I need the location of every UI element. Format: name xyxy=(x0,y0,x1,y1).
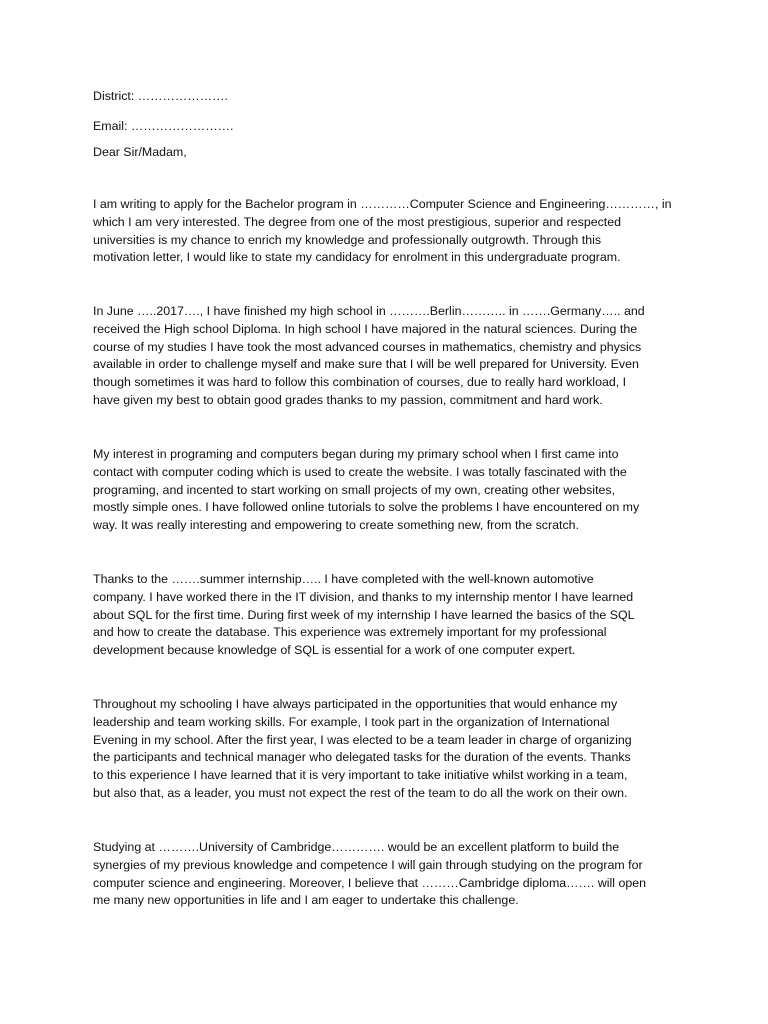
paragraph-line: leadership and team working skills. For example, I took part in the organization of International xyxy=(93,714,610,729)
paragraph-line: but also that, as a leader, you must not expect the rest of the team to do all the work on their own. xyxy=(93,785,628,800)
paragraph-line: have given my best to obtain good grades thanks to my passion, commitment and hard work. xyxy=(93,392,603,407)
paragraph-internship xyxy=(93,571,683,660)
paragraph-education xyxy=(93,303,683,410)
paragraph-line: though sometimes it was hard to follow this combination of courses, due to really hard workload, I xyxy=(93,375,627,390)
paragraph-line: contact with computer coding which is used to create the website. I was totally fascinated with the xyxy=(93,464,627,479)
paragraph-line: to this experience I have learned that it is very important to take initiative whilst working in a team, xyxy=(93,768,628,783)
paragraph-line: course of my studies I have took the most advanced courses in mathematics, chemistry and physics xyxy=(93,339,642,354)
paragraph-line: the participants and technical manager who delegated tasks for the duration of the events. Thanks xyxy=(93,750,631,765)
paragraph-leadership xyxy=(93,696,683,803)
paragraph-line: universities is my chance to enrich my knowledge and professionally outgrowth. Through this xyxy=(93,232,602,247)
paragraph-application xyxy=(93,196,683,267)
paragraph-line: which I am very interested. The degree from one of the most prestigious, superior and respected xyxy=(93,214,622,229)
paragraph-line: and how to create the database. This experience was extremely important for my professional xyxy=(93,625,607,640)
email-line: Email: ……………………. xyxy=(93,119,234,133)
paragraph-line: Studying at ……….University of Cambridge…………. would be an excellent platform to build the xyxy=(93,840,620,854)
paragraph-line: I am writing to apply for the Bachelor program in …………Computer Science and Engineering…………, in xyxy=(93,197,672,211)
paragraph-line: Thanks to the …….summer internship….. I have completed with the well-known automotive xyxy=(93,572,594,586)
paragraph-line: Throughout my schooling I have always participated in the opportunities that would enhance my xyxy=(93,697,618,711)
paragraph-line: programing, and incented to start working on small projects of my own, creating other websites, xyxy=(93,482,616,497)
paragraph-line: way. It was really interesting and empowering to create something new, from the scratch. xyxy=(93,518,579,533)
paragraph-line: me many new opportunities in life and I am eager to undertake this challenge. xyxy=(93,893,519,908)
district-line: District: …………………. xyxy=(93,89,228,103)
paragraph-line: about SQL for the first time. During first week of my internship I have learned the basics of the SQL xyxy=(93,607,635,622)
paragraph-line: My interest in programing and computers began during my primary school when I first came into xyxy=(93,447,619,461)
paragraph-line: motivation letter, I would like to state my candidacy for enrolment in this undergraduate program. xyxy=(93,250,621,265)
paragraph-line: mostly simple ones. I have followed online tutorials to solve the problems I have encountered on my xyxy=(93,500,640,515)
paragraph-line: available in order to challenge myself and make sure that I will be well prepared for University. Even xyxy=(93,357,639,372)
paragraph-line: Evening in my school. After the first year, I was elected to be a team leader in charge of organizing xyxy=(93,732,632,747)
paragraph-line: synergies of my previous knowledge and competence I will gain through studying on the program for xyxy=(93,857,643,872)
paragraph-cambridge xyxy=(93,839,683,910)
salutation: Dear Sir/Madam, xyxy=(93,145,187,159)
paragraph-line: development because knowledge of SQL is essential for a work of one computer expert. xyxy=(93,643,576,658)
paragraph-line: computer science and engineering. Moreover, I believe that ………Cambridge diploma……. will open xyxy=(93,875,647,890)
paragraph-line: company. I have worked there in the IT division, and thanks to my internship mentor I have learned xyxy=(93,589,634,604)
paragraph-programming-interest xyxy=(93,446,683,535)
paragraph-line: In June …..2017…., I have finished my high school in ……….Berlin……….. in …….Germany….. and xyxy=(93,304,645,318)
paragraph-line: received the High school Diploma. In high school I have majored in the natural sciences. During the xyxy=(93,321,638,336)
